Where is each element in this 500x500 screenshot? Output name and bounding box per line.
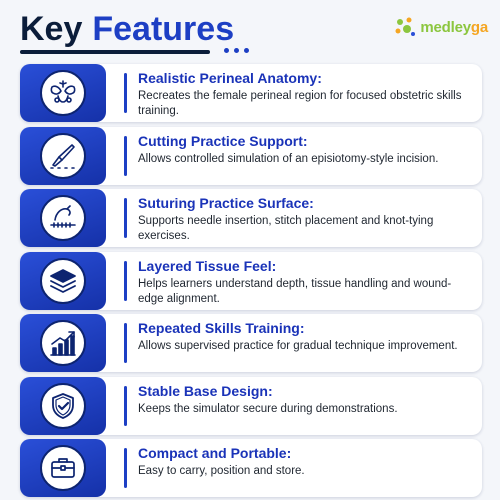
- feature-title: Cutting Practice Support:: [138, 132, 308, 149]
- feature-title: Layered Tissue Feel:: [138, 257, 277, 274]
- logo-mark-icon: [392, 14, 418, 40]
- feature-title: Suturing Practice Surface:: [138, 195, 314, 211]
- feature-desc: Easy to carry, position and store.: [138, 465, 305, 477]
- growth-chart-icon: [48, 328, 78, 358]
- feature-icon-box: [20, 314, 106, 372]
- feature-icon-box: [20, 252, 106, 310]
- brand-logo: [392, 14, 488, 40]
- feature-card: [20, 127, 482, 185]
- feature-title: Repeated Skills Training:: [138, 320, 305, 336]
- suture-needle-icon: [48, 203, 78, 233]
- scalpel-icon: [48, 141, 78, 171]
- layers-icon: [48, 266, 78, 296]
- feature-desc: Helps learners understand depth, tissue handling and wound-edge alignment.: [138, 277, 452, 305]
- briefcase-icon: [48, 453, 78, 483]
- feature-title: Stable Base Design:: [138, 382, 273, 399]
- feature-card: [20, 64, 482, 122]
- feature-card: [20, 252, 482, 310]
- feature-title: Compact and Portable:: [138, 445, 292, 461]
- feature-desc: Keeps the simulator secure during demonstrations.: [138, 402, 398, 415]
- feature-card: [20, 314, 482, 372]
- feature-title: Realistic Perineal Anatomy:: [138, 70, 322, 86]
- title-features: Features: [92, 10, 235, 48]
- feature-icon-box: [20, 64, 106, 122]
- feature-icon-box: [20, 127, 106, 185]
- feature-card: [20, 377, 482, 435]
- feature-icon-box: [20, 189, 106, 247]
- feature-icon-box: [20, 439, 106, 497]
- feature-icon-box: [20, 377, 106, 435]
- title-underline: [20, 50, 210, 54]
- title-dots: [224, 48, 249, 53]
- feature-desc: Recreates the female perineal region for focused obstetric skills training.: [138, 90, 462, 117]
- shield-check-icon: [48, 391, 78, 421]
- feature-desc: Supports needle insertion, stitch placement and knot-tying exercises.: [138, 215, 434, 242]
- feature-list: [20, 64, 482, 500]
- feature-desc: Allows supervised practice for gradual technique improvement.: [138, 340, 458, 352]
- title-key: Key: [20, 10, 83, 48]
- feature-card: [20, 439, 482, 497]
- pelvis-icon: [48, 78, 78, 108]
- logo-text: medleyga: [420, 18, 488, 36]
- feature-desc: Allows controlled simulation of an episiotomy-style incision.: [138, 152, 439, 165]
- page-title: [20, 10, 234, 52]
- feature-card: [20, 189, 482, 247]
